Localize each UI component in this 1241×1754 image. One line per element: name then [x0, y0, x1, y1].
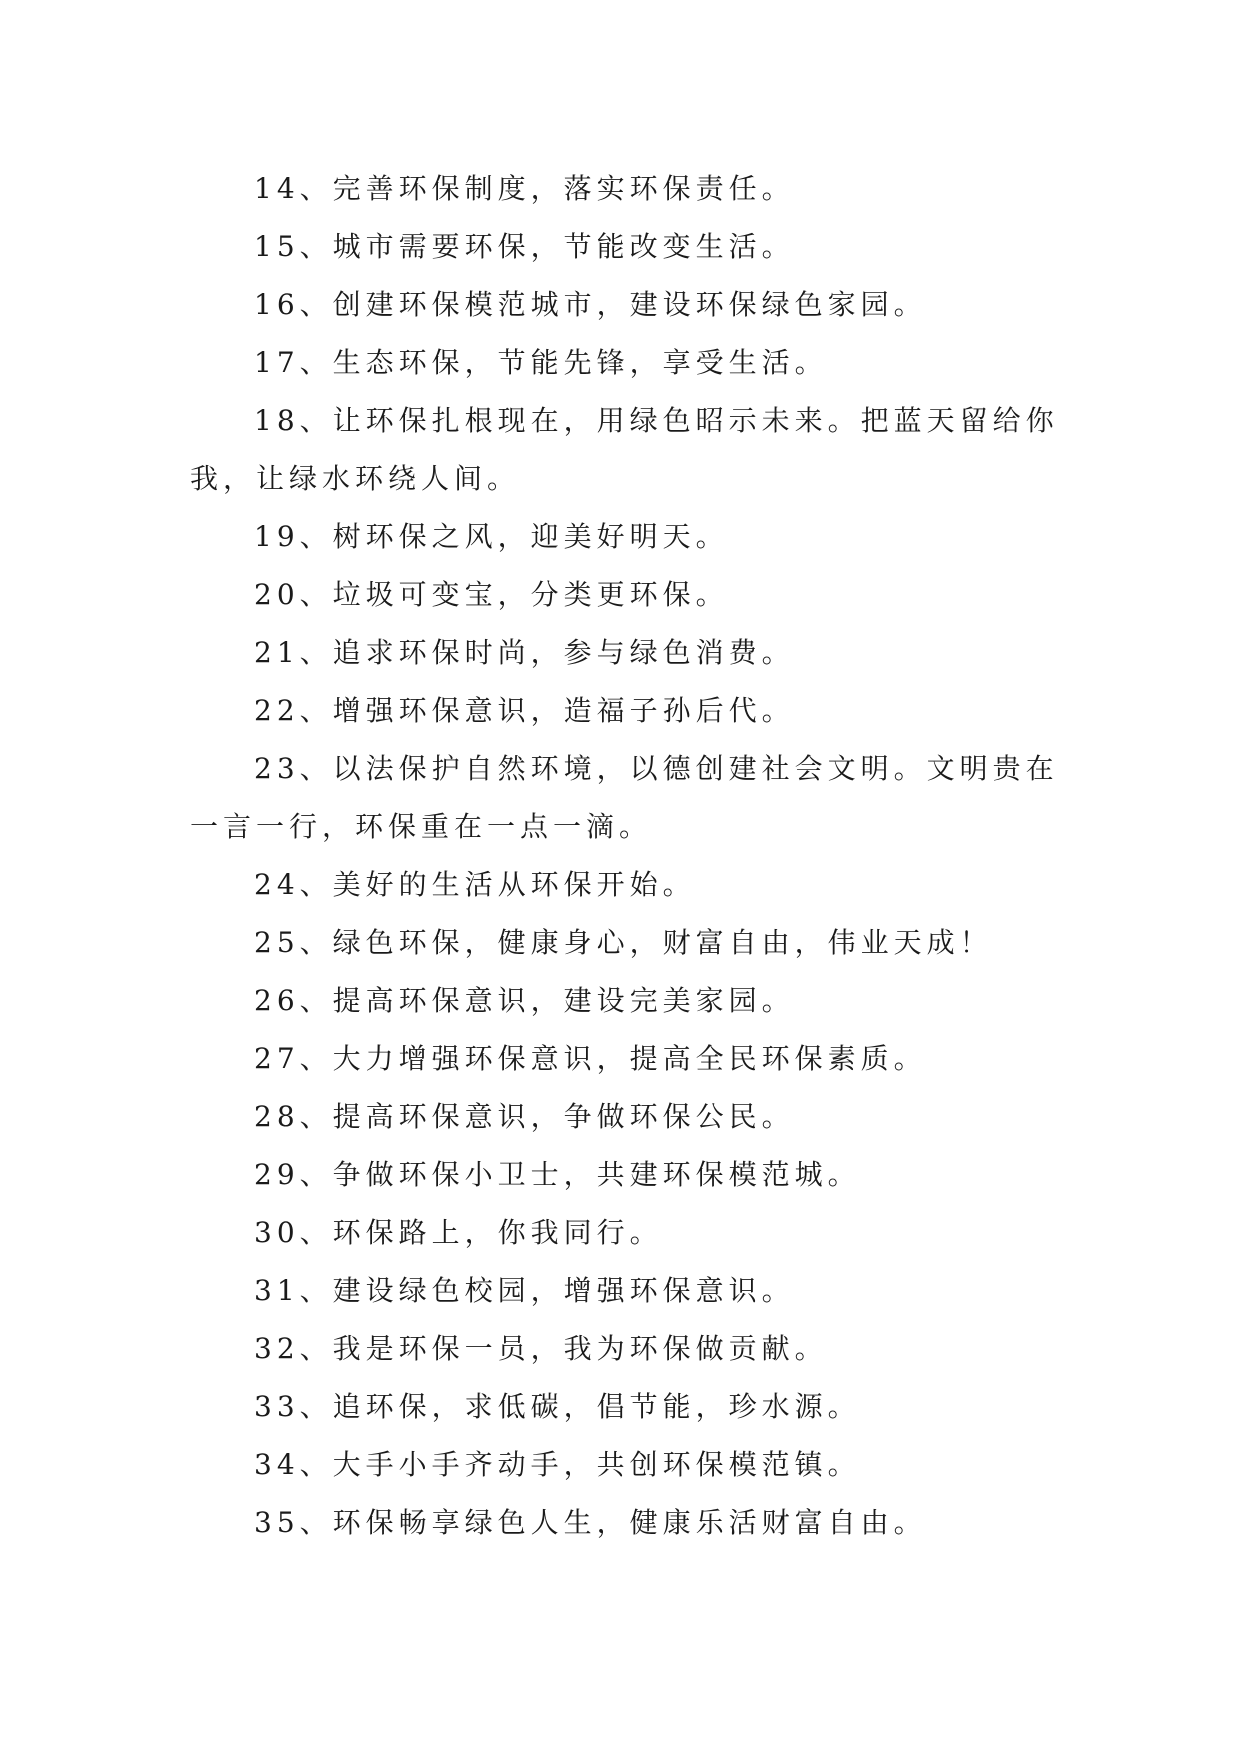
slogan-paragraph: 21、追求环保时尚，参与绿色消费。 [254, 636, 795, 669]
slogan-paragraph: 30、环保路上，你我同行。 [254, 1216, 663, 1249]
slogan-paragraph: 28、提高环保意识，争做环保公民。 [254, 1100, 795, 1133]
slogan-paragraph: 20、垃圾可变宝，分类更环保。 [254, 578, 729, 611]
slogan-paragraph: 17、生态环保，节能先锋，享受生活。 [254, 346, 828, 379]
slogan-paragraph: 23、以法保护自然环境，以德创建社会文明。文明贵在一言一行，环保重在一点一滴。 [190, 752, 1059, 843]
slogan-paragraph: 16、创建环保模范城市，建设环保绿色家园。 [254, 288, 927, 321]
slogan-paragraph: 34、大手小手齐动手，共创环保模范镇。 [254, 1448, 861, 1481]
slogan-paragraph: 14、完善环保制度，落实环保责任。 [254, 172, 795, 205]
slogan-paragraph: 24、美好的生活从环保开始。 [254, 868, 696, 901]
slogan-paragraph: 29、争做环保小卫士，共建环保模范城。 [254, 1158, 861, 1191]
slogan-paragraph: 27、大力增强环保意识，提高全民环保素质。 [254, 1042, 927, 1075]
document-body [190, 160, 1060, 1552]
slogan-paragraph: 33、追环保，求低碳，倡节能，珍水源。 [254, 1390, 861, 1423]
slogan-paragraph: 32、我是环保一员，我为环保做贡献。 [254, 1332, 828, 1365]
slogan-paragraph: 15、城市需要环保，节能改变生活。 [254, 230, 795, 263]
slogan-paragraph: 31、建设绿色校园，增强环保意识。 [254, 1274, 795, 1307]
slogan-paragraph: 18、让环保扎根现在，用绿色昭示未来。把蓝天留给你我，让绿水环绕人间。 [190, 404, 1059, 495]
slogan-paragraph: 25、绿色环保，健康身心，财富自由，伟业天成！ [254, 926, 993, 959]
slogan-paragraph: 22、增强环保意识，造福子孙后代。 [254, 694, 795, 727]
slogan-paragraph: 19、树环保之风，迎美好明天。 [254, 520, 729, 553]
slogan-paragraph: 26、提高环保意识，建设完美家园。 [254, 984, 795, 1017]
slogan-paragraph: 35、环保畅享绿色人生，健康乐活财富自由。 [254, 1506, 927, 1539]
